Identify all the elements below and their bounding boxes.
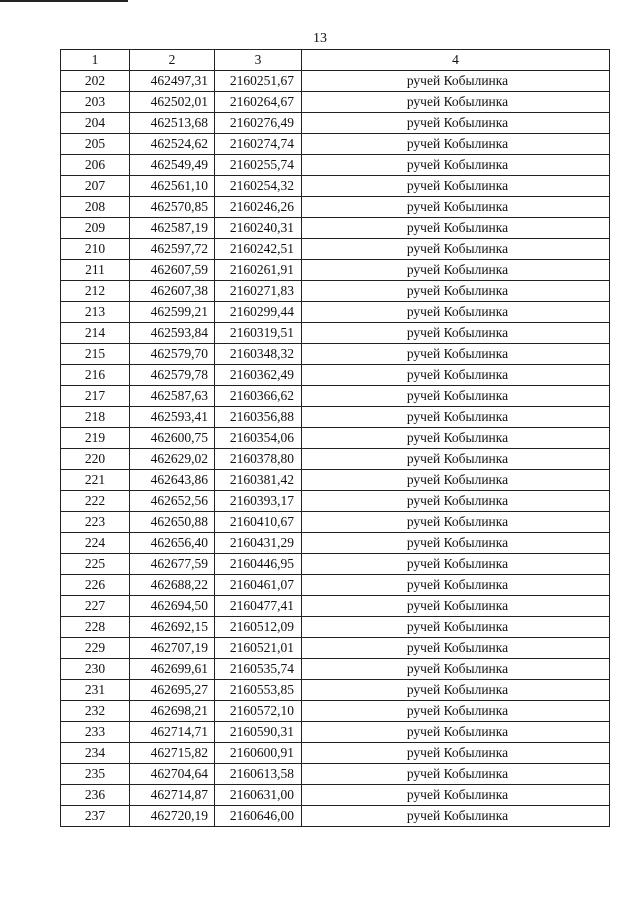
point-number-cell: 215 bbox=[61, 344, 130, 365]
description-cell: ручей Кобылинка bbox=[302, 218, 610, 239]
coordinate-y-cell: 2160242,51 bbox=[215, 239, 302, 260]
coordinate-y-cell: 2160461,07 bbox=[215, 575, 302, 596]
description-cell: ручей Кобылинка bbox=[302, 302, 610, 323]
description-cell: ручей Кобылинка bbox=[302, 428, 610, 449]
description-cell: ручей Кобылинка bbox=[302, 554, 610, 575]
point-number-cell: 213 bbox=[61, 302, 130, 323]
description-cell: ручей Кобылинка bbox=[302, 344, 610, 365]
point-number-cell: 225 bbox=[61, 554, 130, 575]
point-number-cell: 209 bbox=[61, 218, 130, 239]
page-number: 13 bbox=[313, 31, 327, 46]
coordinate-y-cell: 2160631,00 bbox=[215, 785, 302, 806]
coordinate-x-cell: 462704,64 bbox=[130, 764, 215, 785]
table-row bbox=[61, 722, 610, 743]
table-row bbox=[61, 92, 610, 113]
table-row bbox=[61, 428, 610, 449]
description-cell: ручей Кобылинка bbox=[302, 638, 610, 659]
coordinate-y-cell: 2160410,67 bbox=[215, 512, 302, 533]
table-row bbox=[61, 218, 610, 239]
coordinate-x-cell: 462497,31 bbox=[130, 71, 215, 92]
coordinate-x-cell: 462524,62 bbox=[130, 134, 215, 155]
description-cell: ручей Кобылинка bbox=[302, 386, 610, 407]
table-row bbox=[61, 638, 610, 659]
coordinate-x-cell: 462715,82 bbox=[130, 743, 215, 764]
coordinate-x-cell: 462694,50 bbox=[130, 596, 215, 617]
point-number-cell: 235 bbox=[61, 764, 130, 785]
point-number-cell: 229 bbox=[61, 638, 130, 659]
coordinate-y-cell: 2160356,88 bbox=[215, 407, 302, 428]
table-row bbox=[61, 386, 610, 407]
coordinate-y-cell: 2160255,74 bbox=[215, 155, 302, 176]
coordinate-y-cell: 2160274,74 bbox=[215, 134, 302, 155]
coordinate-y-cell: 2160521,01 bbox=[215, 638, 302, 659]
description-cell: ручей Кобылинка bbox=[302, 323, 610, 344]
coordinate-x-cell: 462695,27 bbox=[130, 680, 215, 701]
table-row bbox=[61, 701, 610, 722]
table-row bbox=[61, 617, 610, 638]
description-cell: ручей Кобылинка bbox=[302, 785, 610, 806]
point-number-cell: 205 bbox=[61, 134, 130, 155]
point-number-cell: 207 bbox=[61, 176, 130, 197]
coordinate-y-cell: 2160572,10 bbox=[215, 701, 302, 722]
table-row bbox=[61, 323, 610, 344]
table-row bbox=[61, 155, 610, 176]
table-row bbox=[61, 743, 610, 764]
table-row bbox=[61, 596, 610, 617]
coordinate-y-cell: 2160261,91 bbox=[215, 260, 302, 281]
point-number-cell: 210 bbox=[61, 239, 130, 260]
table-row bbox=[61, 785, 610, 806]
coordinate-x-cell: 462570,85 bbox=[130, 197, 215, 218]
table-row bbox=[61, 407, 610, 428]
description-cell: ручей Кобылинка bbox=[302, 596, 610, 617]
coordinate-y-cell: 2160512,09 bbox=[215, 617, 302, 638]
coordinate-x-cell: 462707,19 bbox=[130, 638, 215, 659]
description-cell: ручей Кобылинка bbox=[302, 197, 610, 218]
table-row bbox=[61, 302, 610, 323]
coordinate-x-cell: 462513,68 bbox=[130, 113, 215, 134]
coordinate-x-cell: 462720,19 bbox=[130, 806, 215, 827]
coordinate-x-cell: 462699,61 bbox=[130, 659, 215, 680]
coordinate-x-cell: 462593,84 bbox=[130, 323, 215, 344]
description-cell: ручей Кобылинка bbox=[302, 134, 610, 155]
point-number-cell: 237 bbox=[61, 806, 130, 827]
table-row bbox=[61, 365, 610, 386]
point-number-cell: 230 bbox=[61, 659, 130, 680]
point-number-cell: 223 bbox=[61, 512, 130, 533]
coordinate-x-cell: 462656,40 bbox=[130, 533, 215, 554]
point-number-cell: 214 bbox=[61, 323, 130, 344]
point-number-cell: 232 bbox=[61, 701, 130, 722]
description-cell: ручей Кобылинка bbox=[302, 449, 610, 470]
description-cell: ручей Кобылинка bbox=[302, 617, 610, 638]
point-number-cell: 234 bbox=[61, 743, 130, 764]
coordinate-y-cell: 2160362,49 bbox=[215, 365, 302, 386]
table-row bbox=[61, 344, 610, 365]
description-cell: ручей Кобылинка bbox=[302, 365, 610, 386]
coordinate-x-cell: 462549,49 bbox=[130, 155, 215, 176]
description-cell: ручей Кобылинка bbox=[302, 113, 610, 134]
coordinate-x-cell: 462600,75 bbox=[130, 428, 215, 449]
coordinate-x-cell: 462561,10 bbox=[130, 176, 215, 197]
coordinates-table bbox=[60, 49, 610, 827]
table-row bbox=[61, 554, 610, 575]
header-col-1: 1 bbox=[61, 50, 130, 71]
point-number-cell: 219 bbox=[61, 428, 130, 449]
coordinate-x-cell: 462593,41 bbox=[130, 407, 215, 428]
coordinate-y-cell: 2160319,51 bbox=[215, 323, 302, 344]
coordinate-y-cell: 2160553,85 bbox=[215, 680, 302, 701]
description-cell: ручей Кобылинка bbox=[302, 155, 610, 176]
description-cell: ручей Кобылинка bbox=[302, 806, 610, 827]
description-cell: ручей Кобылинка bbox=[302, 260, 610, 281]
description-cell: ручей Кобылинка bbox=[302, 176, 610, 197]
coordinate-y-cell: 2160613,58 bbox=[215, 764, 302, 785]
table-row bbox=[61, 491, 610, 512]
coordinate-x-cell: 462643,86 bbox=[130, 470, 215, 491]
coordinate-y-cell: 2160600,91 bbox=[215, 743, 302, 764]
coordinate-y-cell: 2160240,31 bbox=[215, 218, 302, 239]
table-row bbox=[61, 533, 610, 554]
point-number-cell: 222 bbox=[61, 491, 130, 512]
coordinate-x-cell: 462688,22 bbox=[130, 575, 215, 596]
description-cell: ручей Кобылинка bbox=[302, 764, 610, 785]
coordinate-x-cell: 462629,02 bbox=[130, 449, 215, 470]
point-number-cell: 212 bbox=[61, 281, 130, 302]
coordinate-y-cell: 2160251,67 bbox=[215, 71, 302, 92]
coordinate-x-cell: 462579,70 bbox=[130, 344, 215, 365]
point-number-cell: 220 bbox=[61, 449, 130, 470]
point-number-cell: 202 bbox=[61, 71, 130, 92]
point-number-cell: 231 bbox=[61, 680, 130, 701]
coordinate-y-cell: 2160535,74 bbox=[215, 659, 302, 680]
coordinate-x-cell: 462714,71 bbox=[130, 722, 215, 743]
coordinate-x-cell: 462579,78 bbox=[130, 365, 215, 386]
description-cell: ручей Кобылинка bbox=[302, 281, 610, 302]
coordinate-y-cell: 2160378,80 bbox=[215, 449, 302, 470]
table-row bbox=[61, 197, 610, 218]
table-row bbox=[61, 260, 610, 281]
coordinate-y-cell: 2160393,17 bbox=[215, 491, 302, 512]
coordinate-x-cell: 462652,56 bbox=[130, 491, 215, 512]
coordinate-y-cell: 2160366,62 bbox=[215, 386, 302, 407]
table-row bbox=[61, 659, 610, 680]
table-row bbox=[61, 806, 610, 827]
point-number-cell: 206 bbox=[61, 155, 130, 176]
top-rule bbox=[0, 0, 128, 2]
header-col-2: 2 bbox=[130, 50, 215, 71]
header-col-4: 4 bbox=[302, 50, 610, 71]
table-row bbox=[61, 680, 610, 701]
coordinate-x-cell: 462599,21 bbox=[130, 302, 215, 323]
description-cell: ручей Кобылинка bbox=[302, 239, 610, 260]
coordinate-y-cell: 2160446,95 bbox=[215, 554, 302, 575]
coordinate-y-cell: 2160276,49 bbox=[215, 113, 302, 134]
description-cell: ручей Кобылинка bbox=[302, 659, 610, 680]
header-col-3: 3 bbox=[215, 50, 302, 71]
description-cell: ручей Кобылинка bbox=[302, 701, 610, 722]
description-cell: ручей Кобылинка bbox=[302, 533, 610, 554]
header-row bbox=[61, 50, 610, 71]
coordinate-x-cell: 462587,19 bbox=[130, 218, 215, 239]
point-number-cell: 211 bbox=[61, 260, 130, 281]
point-number-cell: 233 bbox=[61, 722, 130, 743]
table-row bbox=[61, 134, 610, 155]
coordinate-x-cell: 462587,63 bbox=[130, 386, 215, 407]
description-cell: ручей Кобылинка bbox=[302, 743, 610, 764]
description-cell: ручей Кобылинка bbox=[302, 512, 610, 533]
description-cell: ручей Кобылинка bbox=[302, 470, 610, 491]
description-cell: ручей Кобылинка bbox=[302, 92, 610, 113]
description-cell: ручей Кобылинка bbox=[302, 491, 610, 512]
table-row bbox=[61, 113, 610, 134]
coordinate-x-cell: 462698,21 bbox=[130, 701, 215, 722]
table-row bbox=[61, 764, 610, 785]
coordinate-y-cell: 2160264,67 bbox=[215, 92, 302, 113]
coordinate-y-cell: 2160431,29 bbox=[215, 533, 302, 554]
coordinate-y-cell: 2160646,00 bbox=[215, 806, 302, 827]
coordinate-x-cell: 462607,38 bbox=[130, 281, 215, 302]
coordinate-x-cell: 462502,01 bbox=[130, 92, 215, 113]
coordinate-y-cell: 2160590,31 bbox=[215, 722, 302, 743]
coordinate-y-cell: 2160354,06 bbox=[215, 428, 302, 449]
description-cell: ручей Кобылинка bbox=[302, 722, 610, 743]
coordinate-y-cell: 2160381,42 bbox=[215, 470, 302, 491]
point-number-cell: 217 bbox=[61, 386, 130, 407]
coordinate-y-cell: 2160254,32 bbox=[215, 176, 302, 197]
description-cell: ручей Кобылинка bbox=[302, 407, 610, 428]
description-cell: ручей Кобылинка bbox=[302, 680, 610, 701]
table-header bbox=[61, 50, 610, 71]
coordinate-y-cell: 2160271,83 bbox=[215, 281, 302, 302]
coordinate-x-cell: 462597,72 bbox=[130, 239, 215, 260]
coordinate-y-cell: 2160246,26 bbox=[215, 197, 302, 218]
point-number-cell: 216 bbox=[61, 365, 130, 386]
table-row bbox=[61, 176, 610, 197]
description-cell: ручей Кобылинка bbox=[302, 575, 610, 596]
table-row bbox=[61, 281, 610, 302]
table-row bbox=[61, 449, 610, 470]
point-number-cell: 227 bbox=[61, 596, 130, 617]
coordinate-x-cell: 462714,87 bbox=[130, 785, 215, 806]
coordinate-y-cell: 2160348,32 bbox=[215, 344, 302, 365]
coordinate-y-cell: 2160477,41 bbox=[215, 596, 302, 617]
table-row bbox=[61, 512, 610, 533]
coordinate-x-cell: 462677,59 bbox=[130, 554, 215, 575]
table-row bbox=[61, 239, 610, 260]
table-body bbox=[61, 71, 610, 827]
point-number-cell: 228 bbox=[61, 617, 130, 638]
coordinate-y-cell: 2160299,44 bbox=[215, 302, 302, 323]
description-cell: ручей Кобылинка bbox=[302, 71, 610, 92]
point-number-cell: 208 bbox=[61, 197, 130, 218]
point-number-cell: 221 bbox=[61, 470, 130, 491]
point-number-cell: 224 bbox=[61, 533, 130, 554]
coordinate-x-cell: 462607,59 bbox=[130, 260, 215, 281]
table-row bbox=[61, 470, 610, 491]
table-row bbox=[61, 575, 610, 596]
point-number-cell: 226 bbox=[61, 575, 130, 596]
point-number-cell: 204 bbox=[61, 113, 130, 134]
point-number-cell: 203 bbox=[61, 92, 130, 113]
point-number-cell: 218 bbox=[61, 407, 130, 428]
table-row bbox=[61, 71, 610, 92]
point-number-cell: 236 bbox=[61, 785, 130, 806]
coordinate-x-cell: 462650,88 bbox=[130, 512, 215, 533]
coordinate-x-cell: 462692,15 bbox=[130, 617, 215, 638]
